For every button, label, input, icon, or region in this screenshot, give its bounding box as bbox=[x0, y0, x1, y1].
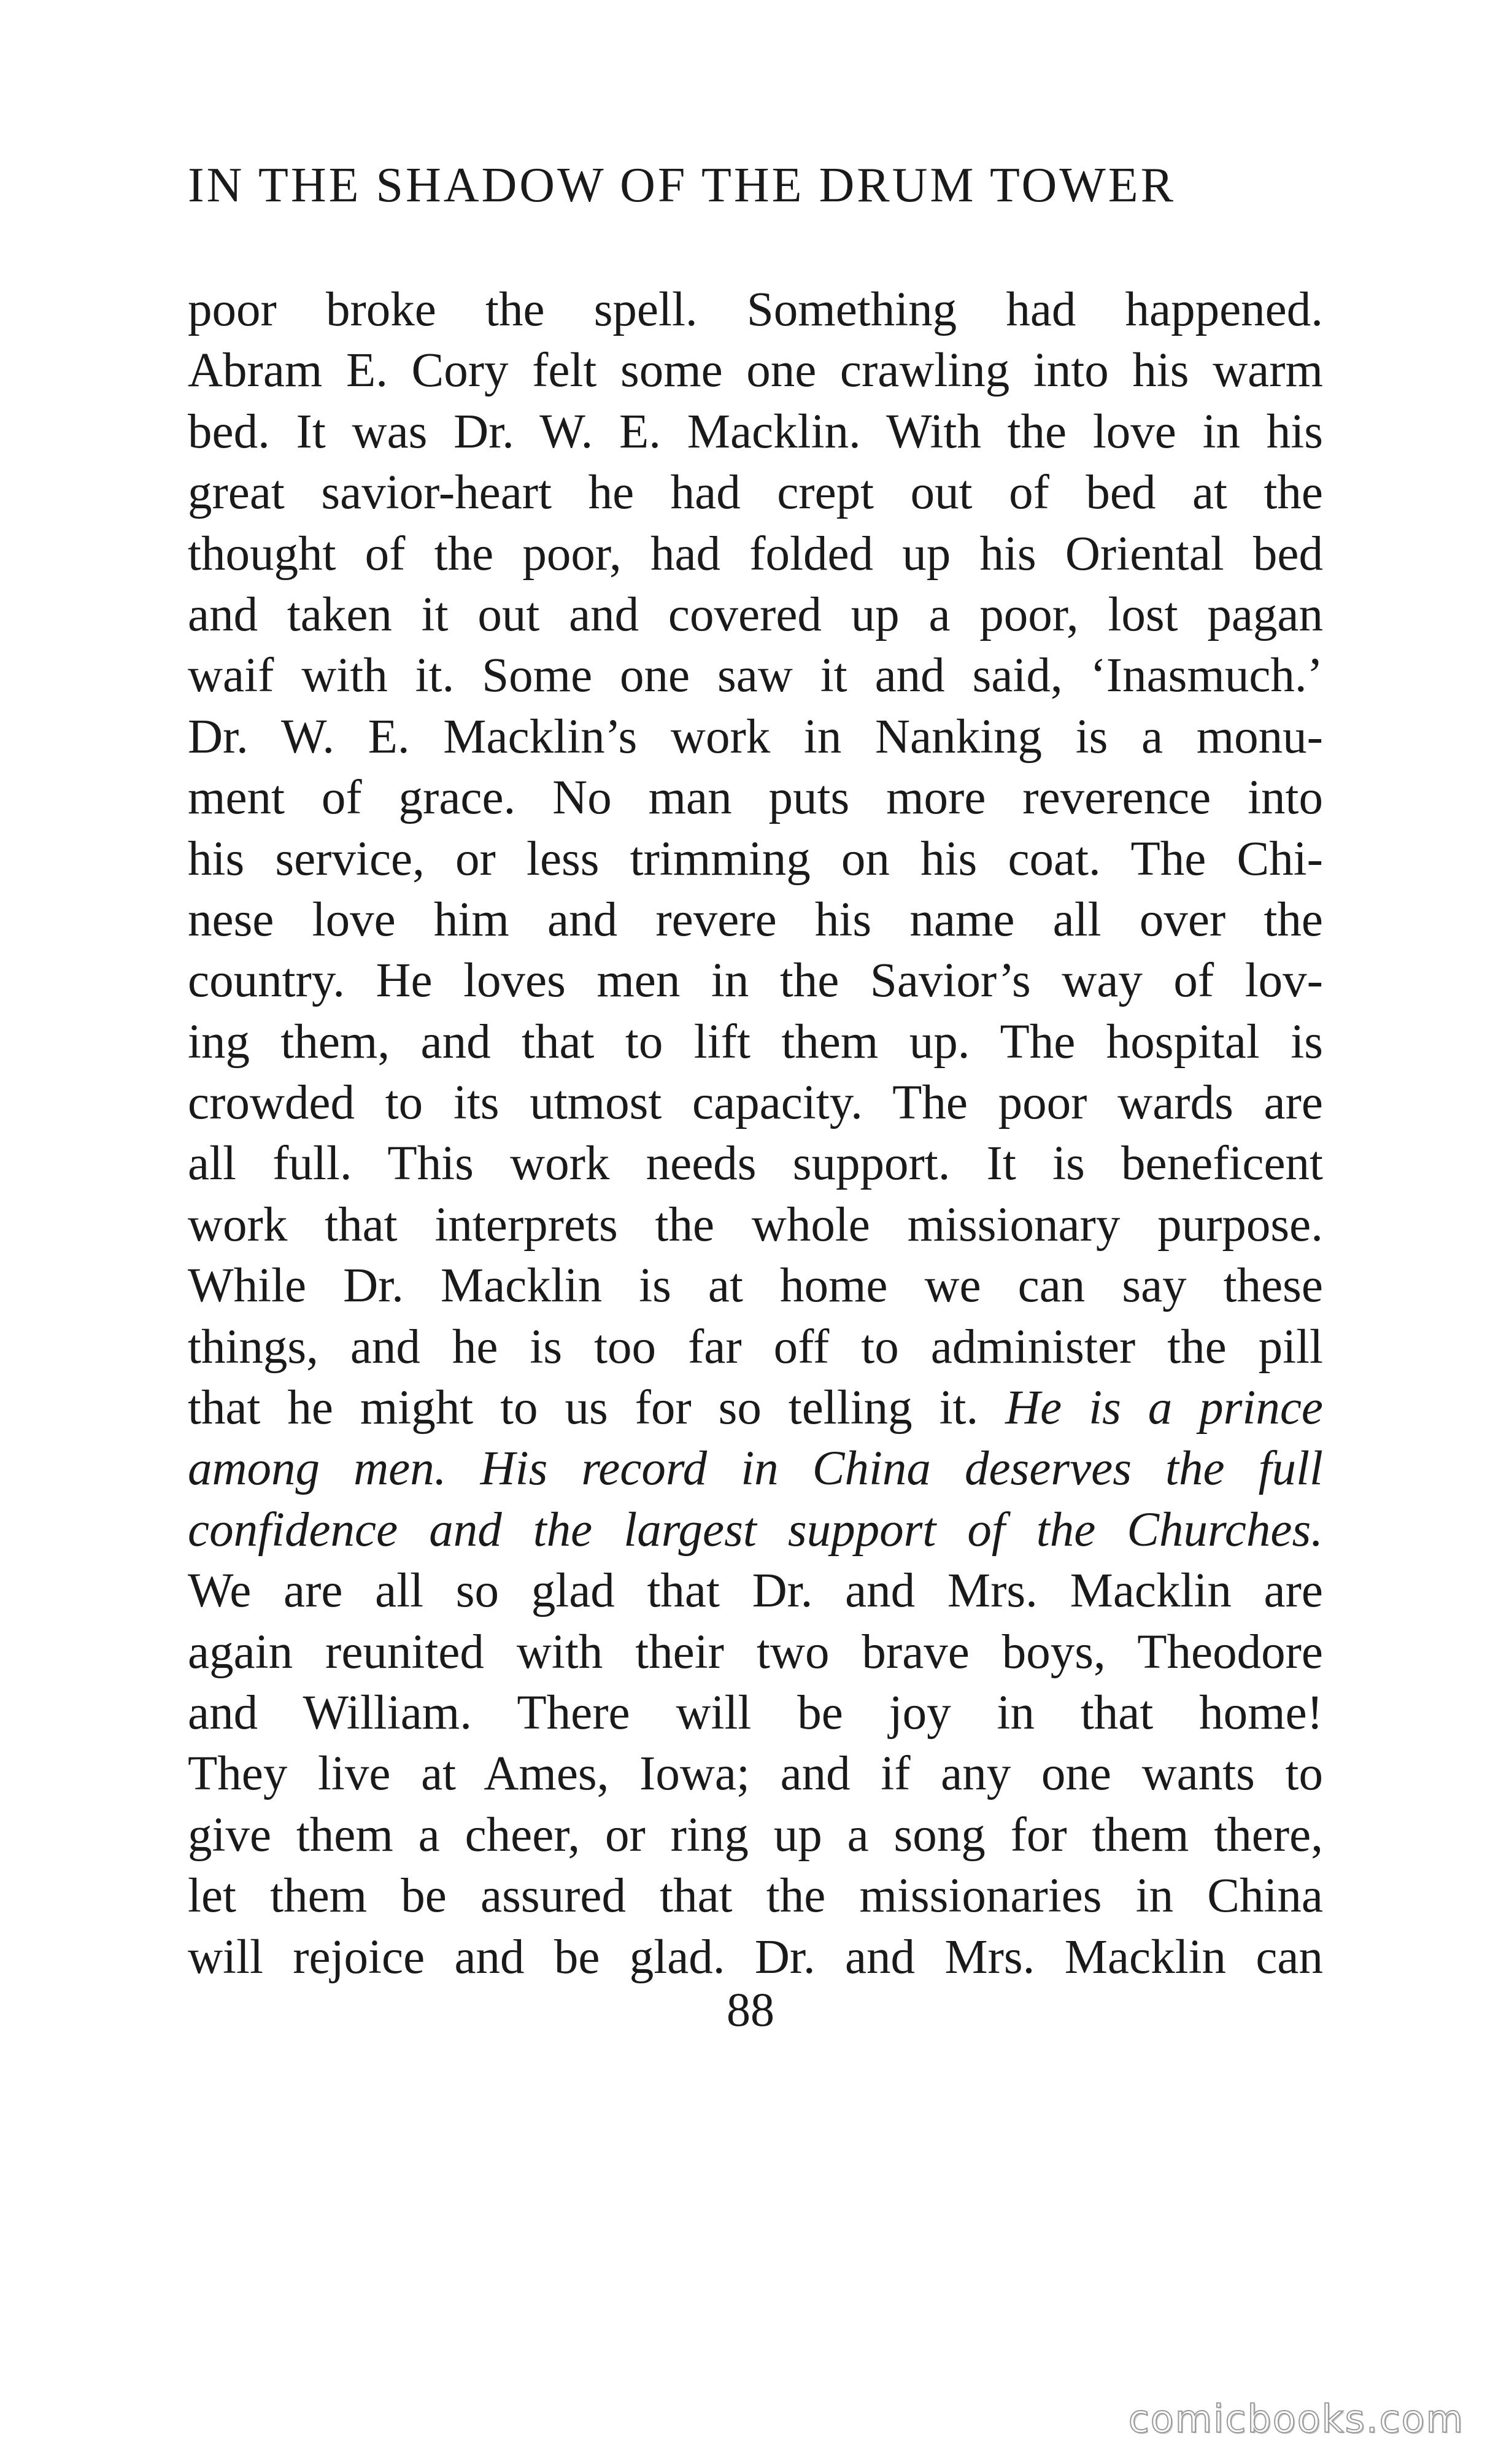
text-line: While Dr. Macklin is at home we can say these bbox=[188, 1259, 1323, 1313]
text-line: all full. This work needs support. It is beneficent bbox=[188, 1137, 1323, 1191]
text-line: poor broke the spell. Something had happened. bbox=[188, 283, 1323, 336]
text-line: his service, or less trimming on his coat. The Chi- bbox=[188, 832, 1323, 886]
text-line: will rejoice and be glad. Dr. and Mrs. Macklin can bbox=[188, 1930, 1323, 1984]
text-line: Abram E. Cory felt some one crawling into his warm bbox=[188, 344, 1323, 398]
text-line: thought of the poor, had folded up his Oriental bed bbox=[188, 527, 1323, 581]
text-line: among men. His record in China deserves the full bbox=[188, 1442, 1323, 1496]
text-line: We are all so glad that Dr. and Mrs. Macklin are bbox=[188, 1564, 1323, 1618]
text-line: nese love him and revere his name all over the bbox=[188, 893, 1323, 947]
text-line: again reunited with their two brave boys, Theodore bbox=[188, 1625, 1323, 1679]
text-line: give them a cheer, or ring up a song for them there, bbox=[188, 1808, 1323, 1862]
text-line: crowded to its utmost capacity. The poor wards are bbox=[188, 1076, 1323, 1130]
page-number: 88 bbox=[727, 1983, 774, 2036]
text-line: country. He loves men in the Savior’s way of lov- bbox=[188, 954, 1323, 1008]
text-line: confidence and the largest support of the Churches. bbox=[188, 1503, 1323, 1557]
text-line: waif with it. Some one saw it and said, ‘Inasmuch.’ bbox=[188, 649, 1323, 703]
text-line: and William. There will be joy in that home! bbox=[188, 1686, 1323, 1740]
text-line: Dr. W. E. Macklin’s work in Nanking is a monu- bbox=[188, 710, 1323, 764]
text-line: great savior-heart he had crept out of bed at the bbox=[188, 466, 1323, 520]
text-line: ment of grace. No man puts more reverence into bbox=[188, 771, 1323, 825]
text-line: bed. It was Dr. W. E. Macklin. With the love in his bbox=[188, 405, 1323, 459]
text-line: things, and he is too far off to administer the pill bbox=[188, 1320, 1323, 1374]
text-line: that he might to us for so telling it. He is a prince bbox=[188, 1381, 1323, 1435]
text-line: ing them, and that to lift them up. The hospital is bbox=[188, 1015, 1323, 1069]
text-line: let them be assured that the missionaries in China bbox=[188, 1869, 1323, 1923]
watermark-logo: comicbooks.com bbox=[1128, 2396, 1464, 2441]
text-line: They live at Ames, Iowa; and if any one wants to bbox=[188, 1747, 1323, 1801]
running-head: IN THE SHADOW OF THE DRUM TOWER bbox=[188, 158, 1176, 212]
text-line: work that interprets the whole missionary purpose. bbox=[188, 1198, 1323, 1252]
text-line: and taken it out and covered up a poor, lost pagan bbox=[188, 587, 1323, 641]
body-text bbox=[188, 279, 1323, 1988]
